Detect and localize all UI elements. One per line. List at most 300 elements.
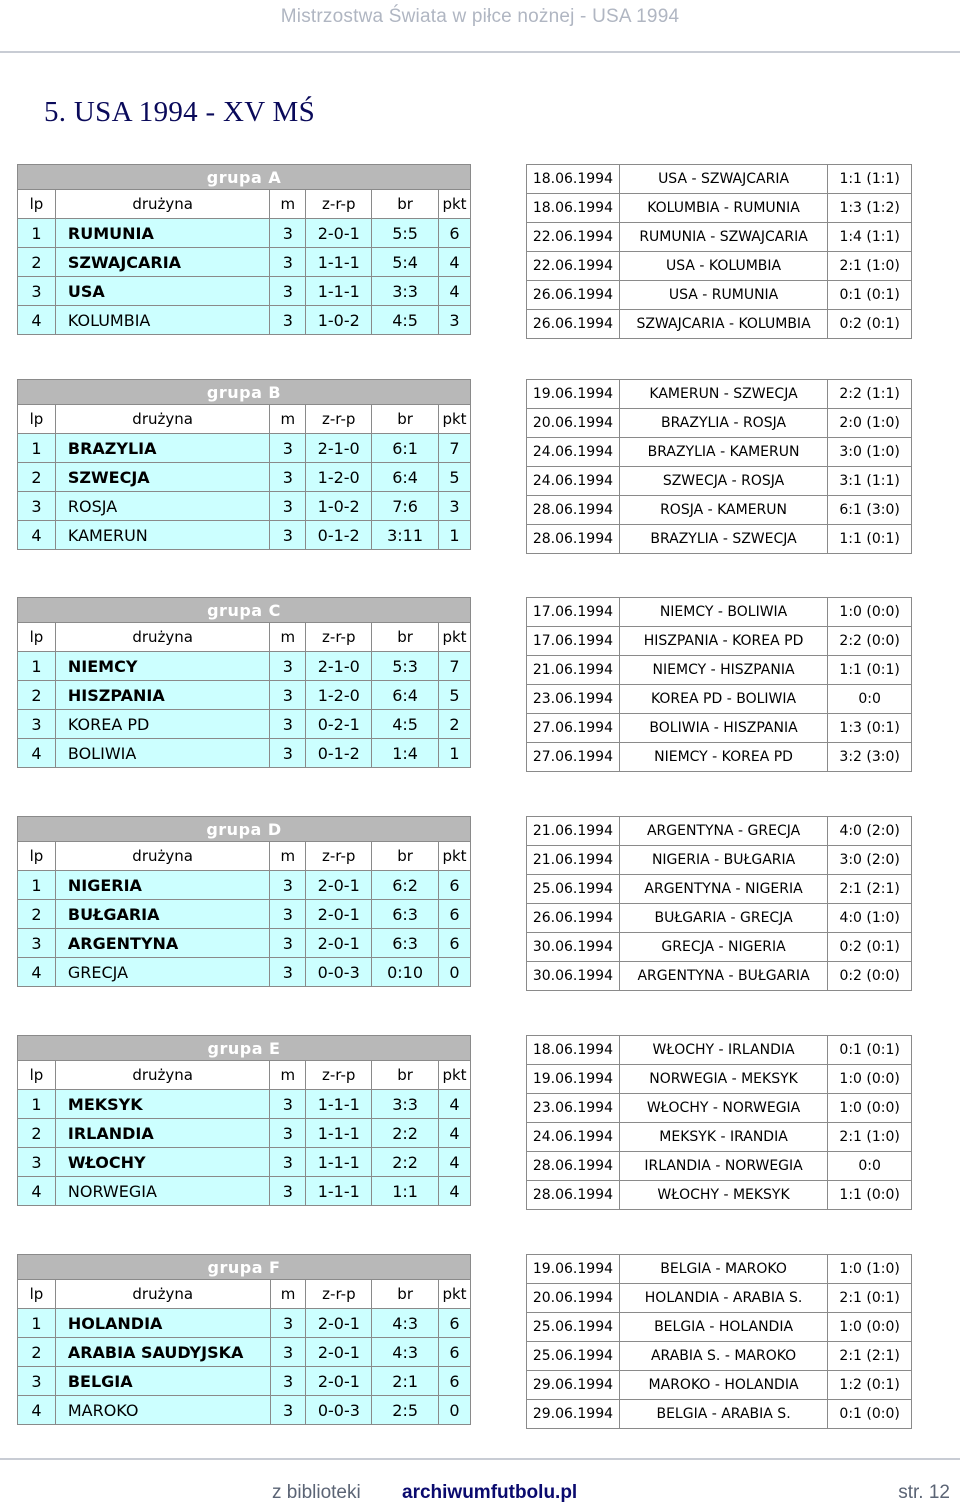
group-header-row	[18, 165, 471, 190]
standings-row	[18, 1090, 471, 1119]
standing-points: 4	[438, 277, 470, 306]
standing-team: WŁOCHY	[55, 1148, 270, 1177]
standing-team: BUŁGARIA	[55, 900, 270, 929]
matches-table	[526, 1254, 912, 1429]
group-title: grupa C	[18, 598, 471, 623]
standing-matches: 3	[270, 1338, 306, 1367]
match-teams: BUŁGARIA - GRECJA	[619, 904, 827, 933]
match-row	[527, 598, 912, 627]
standings-row	[18, 958, 471, 987]
standings-table	[17, 164, 471, 335]
standing-wdl: 1-0-2	[306, 306, 372, 335]
match-score: 2:1 (1:0)	[828, 252, 912, 281]
match-teams: KAMERUN - SZWECJA	[619, 380, 827, 409]
standing-team: GRECJA	[55, 958, 270, 987]
col-m-header: m	[270, 1280, 306, 1309]
standing-team: KOLUMBIA	[55, 306, 270, 335]
page-number: str. 12	[898, 1482, 950, 1503]
standing-matches: 3	[270, 958, 306, 987]
match-date: 25.06.1994	[527, 1313, 620, 1342]
header-divider	[0, 51, 960, 53]
col-br-header: br	[372, 1280, 439, 1309]
match-date: 28.06.1994	[527, 1181, 620, 1210]
match-date: 30.06.1994	[527, 962, 620, 991]
col-pkt-header: pkt	[439, 623, 471, 652]
group-2	[0, 597, 960, 773]
col-br-header: br	[372, 190, 439, 219]
col-br-header: br	[372, 842, 439, 871]
standings-row	[18, 219, 471, 248]
standing-matches: 3	[270, 1090, 306, 1119]
match-teams: IRLANDIA - NORWEGIA	[619, 1152, 827, 1181]
match-date: 18.06.1994	[527, 194, 620, 223]
matches-table	[526, 379, 912, 554]
match-score: 3:0 (1:0)	[828, 438, 912, 467]
match-date: 17.06.1994	[527, 627, 620, 656]
footer-source: z biblioteki	[272, 1482, 361, 1503]
col-lp-header: lp	[18, 1061, 56, 1090]
standing-matches: 3	[270, 871, 306, 900]
match-score: 0:0	[828, 1152, 912, 1181]
match-teams: USA - KOLUMBIA	[619, 252, 828, 281]
standing-team: USA	[55, 277, 270, 306]
match-score: 1:0 (0:0)	[828, 598, 912, 627]
match-teams: WŁOCHY - MEKSYK	[619, 1181, 827, 1210]
match-date: 20.06.1994	[527, 1284, 620, 1313]
standing-team: HOLANDIA	[55, 1309, 270, 1338]
standing-matches: 3	[270, 306, 306, 335]
match-teams: NIEMCY - HISZPANIA	[619, 656, 827, 685]
match-teams: NIEMCY - BOLIWIA	[619, 598, 827, 627]
match-row	[527, 933, 912, 962]
group-header-row	[18, 1255, 471, 1280]
standing-points: 2	[439, 710, 471, 739]
group-title: grupa F	[18, 1255, 471, 1280]
column-header-row	[18, 842, 471, 871]
standing-matches: 3	[270, 521, 306, 550]
standing-goals: 1:4	[372, 739, 439, 768]
match-date: 29.06.1994	[527, 1400, 620, 1429]
match-score: 2:2 (1:1)	[828, 380, 912, 409]
match-date: 17.06.1994	[527, 598, 620, 627]
match-teams: ROSJA - KAMERUN	[619, 496, 827, 525]
standing-team: BELGIA	[55, 1367, 270, 1396]
standing-matches: 3	[270, 492, 306, 521]
standing-goals: 4:5	[372, 710, 439, 739]
standings-row	[18, 306, 471, 335]
matches-table	[526, 816, 912, 991]
match-date: 22.06.1994	[527, 223, 620, 252]
match-teams: GRECJA - NIGERIA	[619, 933, 827, 962]
match-row	[527, 496, 912, 525]
standing-wdl: 2-0-1	[306, 929, 372, 958]
standing-team: BRAZYLIA	[55, 434, 269, 463]
footer-divider	[0, 1458, 960, 1460]
match-score: 2:0 (1:0)	[828, 409, 912, 438]
col-m-header: m	[270, 1061, 306, 1090]
standing-points: 6	[439, 1309, 471, 1338]
standing-matches: 3	[270, 1309, 306, 1338]
match-row	[527, 1123, 912, 1152]
standing-team: NIGERIA	[55, 871, 270, 900]
matches-table	[526, 1035, 912, 1210]
match-date: 24.06.1994	[527, 1123, 620, 1152]
match-score: 1:3 (1:2)	[828, 194, 912, 223]
match-score: 4:0 (2:0)	[828, 817, 912, 846]
col-lp-header: lp	[18, 842, 56, 871]
match-date: 26.06.1994	[527, 281, 620, 310]
match-teams: SZWECJA - ROSJA	[619, 467, 827, 496]
match-score: 1:1 (0:0)	[828, 1181, 912, 1210]
col-pkt-header: pkt	[439, 842, 471, 871]
match-row	[527, 962, 912, 991]
standing-wdl: 2-0-1	[306, 1338, 372, 1367]
match-score: 0:2 (0:0)	[828, 962, 912, 991]
match-score: 1:0 (0:0)	[828, 1065, 912, 1094]
match-date: 23.06.1994	[527, 685, 620, 714]
match-date: 22.06.1994	[527, 252, 620, 281]
group-header-row	[18, 1036, 471, 1061]
standing-team: NORWEGIA	[55, 1177, 270, 1206]
match-score: 1:1 (0:1)	[828, 656, 912, 685]
match-score: 6:1 (3:0)	[828, 496, 912, 525]
standing-lp: 2	[18, 1119, 56, 1148]
standing-team: HISZPANIA	[55, 681, 270, 710]
match-row	[527, 1371, 912, 1400]
standing-goals: 6:2	[372, 871, 439, 900]
standing-points: 6	[439, 1367, 471, 1396]
match-score: 2:2 (0:0)	[828, 627, 912, 656]
standing-goals: 2:2	[372, 1148, 439, 1177]
match-score: 1:2 (0:1)	[828, 1371, 912, 1400]
standings-row	[18, 1119, 471, 1148]
standing-wdl: 1-1-1	[306, 1148, 372, 1177]
standing-team: SZWAJCARIA	[55, 248, 270, 277]
match-row	[527, 438, 912, 467]
match-date: 18.06.1994	[527, 165, 620, 194]
match-teams: NIGERIA - BUŁGARIA	[619, 846, 827, 875]
standing-goals: 6:4	[372, 681, 439, 710]
standing-wdl: 2-0-1	[306, 219, 372, 248]
standing-points: 1	[439, 521, 471, 550]
col-team-header: drużyna	[55, 1280, 270, 1309]
match-teams: ARGENTYNA - GRECJA	[619, 817, 827, 846]
column-header-row	[18, 190, 471, 219]
match-teams: BRAZYLIA - SZWECJA	[619, 525, 827, 554]
match-score: 1:1 (0:1)	[828, 525, 912, 554]
col-m-header: m	[270, 190, 306, 219]
standing-lp: 4	[18, 958, 56, 987]
match-teams: USA - SZWAJCARIA	[619, 165, 828, 194]
col-zrp-header: z-r-p	[306, 842, 372, 871]
match-score: 0:1 (0:1)	[828, 1036, 912, 1065]
standings-table	[17, 1254, 471, 1425]
match-teams: WŁOCHY - NORWEGIA	[619, 1094, 827, 1123]
standings-table	[17, 1035, 471, 1206]
standing-team: KAMERUN	[55, 521, 269, 550]
standing-lp: 4	[18, 1177, 56, 1206]
footer-link[interactable]: archiwumfutbolu.pl	[402, 1482, 578, 1503]
standing-lp: 1	[18, 1309, 56, 1338]
standing-goals: 4:3	[372, 1338, 439, 1367]
standing-team: IRLANDIA	[55, 1119, 270, 1148]
match-teams: SZWAJCARIA - KOLUMBIA	[619, 310, 828, 339]
match-date: 25.06.1994	[527, 1342, 620, 1371]
standing-wdl: 2-0-1	[306, 871, 372, 900]
standing-matches: 3	[270, 710, 306, 739]
col-zrp-header: z-r-p	[306, 190, 372, 219]
match-row	[527, 1152, 912, 1181]
standing-wdl: 1-1-1	[306, 277, 372, 306]
standing-lp: 1	[18, 871, 56, 900]
standings-row	[18, 739, 471, 768]
page-title: 5. USA 1994 - XV MŚ	[44, 96, 316, 128]
standing-goals: 2:1	[372, 1367, 439, 1396]
group-0	[0, 164, 960, 340]
match-teams: BRAZYLIA - ROSJA	[619, 409, 827, 438]
match-date: 26.06.1994	[527, 904, 620, 933]
standing-team: MEKSYK	[55, 1090, 270, 1119]
standing-wdl: 1-1-1	[306, 248, 372, 277]
standing-points: 0	[439, 958, 471, 987]
column-header-row	[18, 1280, 471, 1309]
match-row	[527, 846, 912, 875]
match-score: 0:0	[828, 685, 912, 714]
standing-matches: 3	[270, 434, 306, 463]
standing-lp: 2	[18, 900, 56, 929]
column-header-row	[18, 405, 471, 434]
col-team-header: drużyna	[55, 842, 270, 871]
standings-table	[17, 597, 471, 768]
match-score: 0:1 (0:1)	[828, 281, 912, 310]
standings-row	[18, 492, 471, 521]
match-date: 21.06.1994	[527, 817, 620, 846]
standing-lp: 2	[18, 248, 56, 277]
group-3	[0, 816, 960, 992]
standings-table	[17, 379, 471, 550]
standing-goals: 6:4	[372, 463, 439, 492]
standing-wdl: 1-0-2	[306, 492, 372, 521]
match-teams: HISZPANIA - KOREA PD	[619, 627, 827, 656]
standing-goals: 4:5	[372, 306, 439, 335]
standing-points: 4	[439, 1177, 471, 1206]
match-score: 2:1 (1:0)	[828, 1123, 912, 1152]
standing-team: ARGENTYNA	[55, 929, 270, 958]
match-score: 0:1 (0:0)	[828, 1400, 912, 1429]
standing-team: ARABIA SAUDYJSKA	[55, 1338, 270, 1367]
match-teams: MAROKO - HOLANDIA	[619, 1371, 827, 1400]
page-header: Mistrzostwa Świata w piłce nożnej - USA 1994	[280, 6, 680, 27]
standing-matches: 3	[270, 219, 306, 248]
standing-lp: 4	[18, 1396, 56, 1425]
standing-wdl: 2-0-1	[306, 900, 372, 929]
standing-lp: 2	[18, 681, 56, 710]
match-row	[527, 817, 912, 846]
standing-team: MAROKO	[55, 1396, 270, 1425]
standing-goals: 3:3	[372, 1090, 439, 1119]
standing-wdl: 0-0-3	[306, 958, 372, 987]
match-date: 21.06.1994	[527, 656, 620, 685]
match-row	[527, 1094, 912, 1123]
match-row	[527, 165, 912, 194]
match-date: 19.06.1994	[527, 1065, 620, 1094]
match-row	[527, 627, 912, 656]
standing-points: 3	[439, 492, 471, 521]
group-4	[0, 1035, 960, 1211]
group-header-row	[18, 817, 471, 842]
match-teams: BRAZYLIA - KAMERUN	[619, 438, 827, 467]
match-date: 27.06.1994	[527, 743, 620, 772]
standing-team: ROSJA	[55, 492, 269, 521]
match-score: 1:4 (1:1)	[828, 223, 912, 252]
standing-matches: 3	[270, 1396, 306, 1425]
col-pkt-header: pkt	[439, 1061, 471, 1090]
match-date: 27.06.1994	[527, 714, 620, 743]
standings-row	[18, 434, 471, 463]
standing-wdl: 1-1-1	[306, 1090, 372, 1119]
standing-lp: 3	[18, 492, 56, 521]
match-teams: WŁOCHY - IRLANDIA	[619, 1036, 827, 1065]
col-pkt-header: pkt	[438, 190, 470, 219]
match-teams: BELGIA - ARABIA S.	[619, 1400, 827, 1429]
group-header-row	[18, 598, 471, 623]
match-teams: KOREA PD - BOLIWIA	[619, 685, 827, 714]
standing-points: 4	[438, 248, 470, 277]
standing-points: 7	[439, 652, 471, 681]
standings-row	[18, 1148, 471, 1177]
standing-points: 0	[439, 1396, 471, 1425]
standing-points: 5	[439, 463, 471, 492]
standing-lp: 3	[18, 929, 56, 958]
standings-row	[18, 871, 471, 900]
standing-lp: 4	[18, 739, 56, 768]
match-date: 29.06.1994	[527, 1371, 620, 1400]
match-teams: ARABIA S. - MAROKO	[619, 1342, 827, 1371]
standing-matches: 3	[270, 900, 306, 929]
standing-goals: 0:10	[372, 958, 439, 987]
match-date: 18.06.1994	[527, 1036, 620, 1065]
matches-table	[526, 597, 912, 772]
matches-table	[526, 164, 912, 339]
standing-wdl: 2-0-1	[306, 1309, 372, 1338]
match-row	[527, 656, 912, 685]
match-date: 24.06.1994	[527, 438, 620, 467]
standing-points: 4	[439, 1148, 471, 1177]
col-m-header: m	[270, 623, 306, 652]
col-lp-header: lp	[18, 1280, 56, 1309]
match-row	[527, 252, 912, 281]
col-team-header: drużyna	[55, 1061, 270, 1090]
standing-matches: 3	[270, 652, 306, 681]
standing-goals: 2:5	[372, 1396, 439, 1425]
standings-row	[18, 1367, 471, 1396]
standing-points: 5	[439, 681, 471, 710]
standing-lp: 3	[18, 710, 56, 739]
standing-lp: 3	[18, 277, 56, 306]
standings-row	[18, 1338, 471, 1367]
match-score: 1:3 (0:1)	[828, 714, 912, 743]
standing-matches: 3	[270, 739, 306, 768]
standing-matches: 3	[270, 1148, 306, 1177]
standing-points: 6	[439, 900, 471, 929]
standing-matches: 3	[270, 1177, 306, 1206]
col-team-header: drużyna	[55, 190, 270, 219]
standing-matches: 3	[270, 277, 306, 306]
standings-table	[17, 816, 471, 987]
match-date: 30.06.1994	[527, 933, 620, 962]
standing-wdl: 2-1-0	[306, 652, 372, 681]
standing-goals: 5:4	[372, 248, 439, 277]
standings-row	[18, 248, 471, 277]
standing-matches: 3	[270, 248, 306, 277]
match-date: 23.06.1994	[527, 1094, 620, 1123]
standing-goals: 6:1	[372, 434, 439, 463]
standing-points: 1	[439, 739, 471, 768]
standing-lp: 3	[18, 1148, 56, 1177]
match-score: 1:1 (1:1)	[828, 165, 912, 194]
match-row	[527, 1342, 912, 1371]
standing-points: 7	[439, 434, 471, 463]
standing-goals: 5:3	[372, 652, 439, 681]
standing-points: 3	[438, 306, 470, 335]
match-score: 1:0 (0:0)	[828, 1313, 912, 1342]
match-teams: BELGIA - HOLANDIA	[619, 1313, 827, 1342]
standing-wdl: 0-0-3	[306, 1396, 372, 1425]
standings-row	[18, 277, 471, 306]
match-row	[527, 380, 912, 409]
standing-goals: 7:6	[372, 492, 439, 521]
col-lp-header: lp	[18, 190, 56, 219]
standing-points: 4	[439, 1090, 471, 1119]
match-row	[527, 1313, 912, 1342]
match-row	[527, 904, 912, 933]
match-teams: RUMUNIA - SZWAJCARIA	[619, 223, 828, 252]
standing-lp: 4	[18, 306, 56, 335]
standing-team: BOLIWIA	[55, 739, 270, 768]
column-header-row	[18, 1061, 471, 1090]
standing-points: 6	[439, 871, 471, 900]
match-row	[527, 1284, 912, 1313]
col-br-header: br	[372, 405, 439, 434]
standing-wdl: 1-2-0	[306, 463, 372, 492]
standing-wdl: 1-1-1	[306, 1119, 372, 1148]
standing-team: RUMUNIA	[55, 219, 270, 248]
group-header-row	[18, 380, 471, 405]
match-score: 1:0 (1:0)	[828, 1255, 912, 1284]
standing-wdl: 2-0-1	[306, 1367, 372, 1396]
match-teams: ARGENTYNA - NIGERIA	[619, 875, 827, 904]
match-date: 19.06.1994	[527, 380, 620, 409]
standings-row	[18, 900, 471, 929]
standing-lp: 4	[18, 521, 56, 550]
match-score: 3:0 (2:0)	[828, 846, 912, 875]
standing-matches: 3	[270, 929, 306, 958]
match-teams: ARGENTYNA - BUŁGARIA	[619, 962, 827, 991]
match-row	[527, 1065, 912, 1094]
standing-lp: 2	[18, 463, 56, 492]
standing-lp: 1	[18, 434, 56, 463]
standing-wdl: 0-2-1	[306, 710, 372, 739]
col-br-header: br	[372, 623, 439, 652]
col-pkt-header: pkt	[439, 405, 471, 434]
match-teams: USA - RUMUNIA	[619, 281, 828, 310]
standing-team: KOREA PD	[55, 710, 270, 739]
col-zrp-header: z-r-p	[306, 1280, 372, 1309]
standings-row	[18, 652, 471, 681]
match-row	[527, 310, 912, 339]
match-row	[527, 875, 912, 904]
standing-points: 4	[439, 1119, 471, 1148]
